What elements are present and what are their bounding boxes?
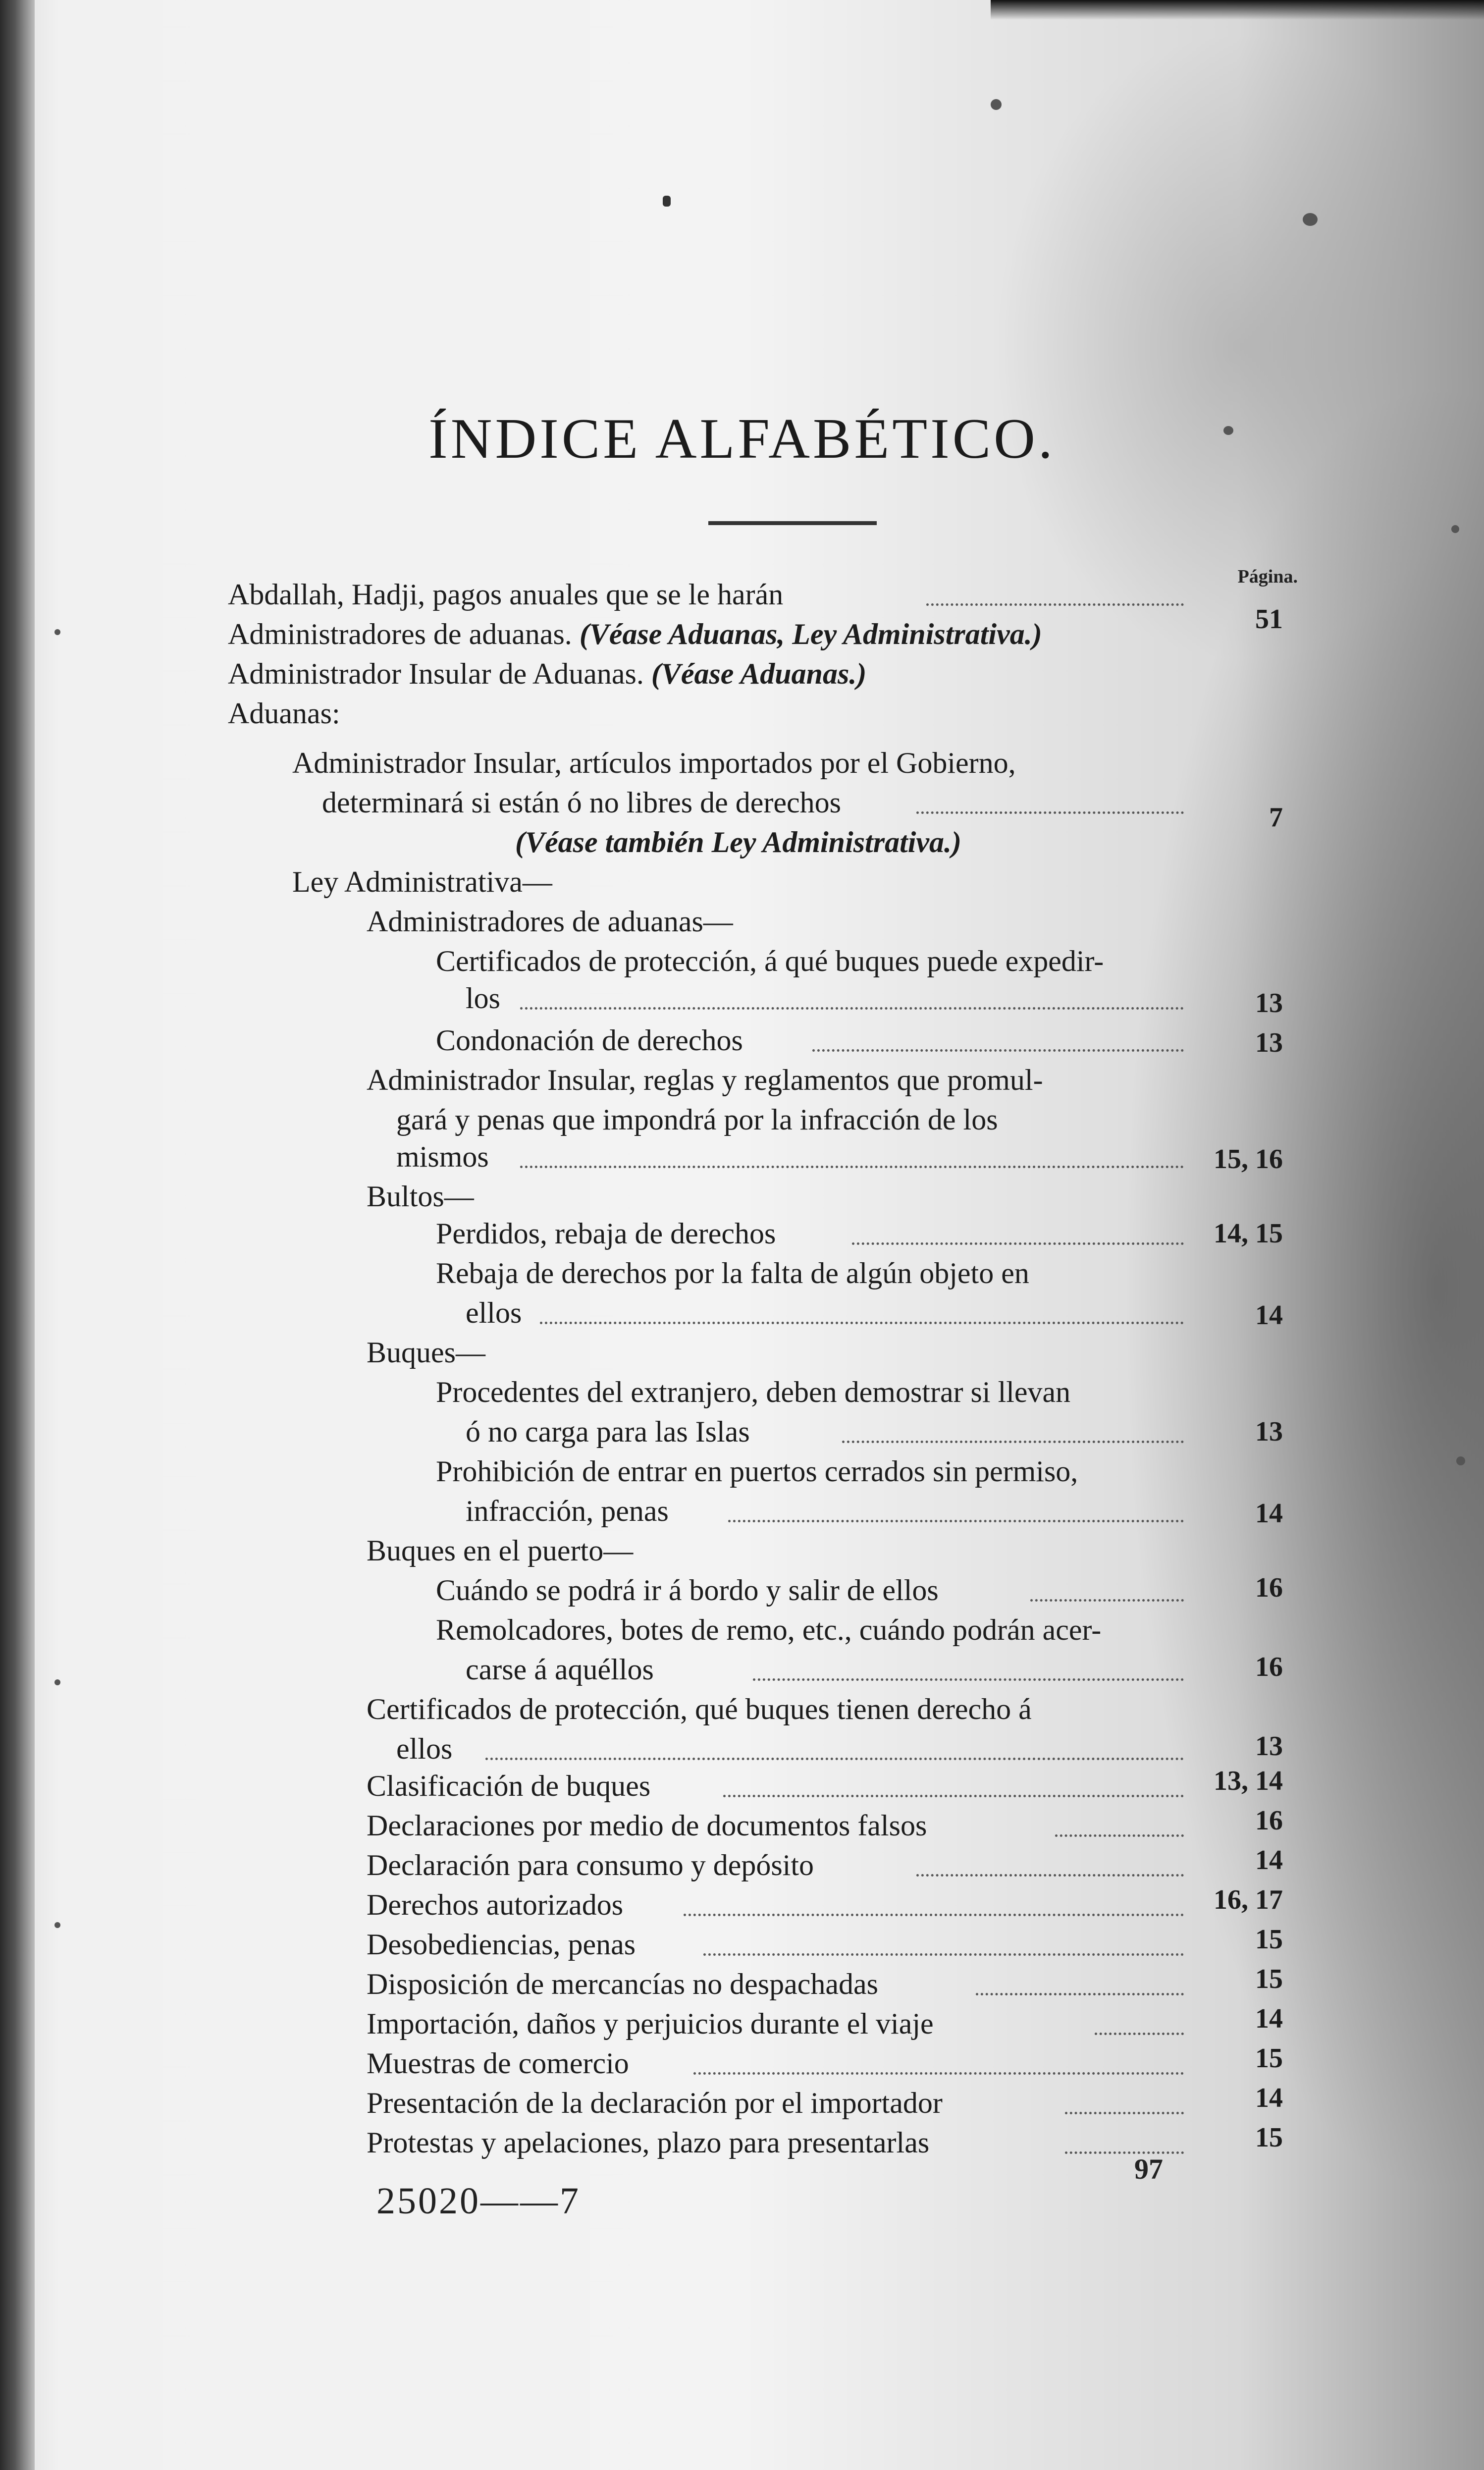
index-entry — [0, 1412, 1484, 1451]
entry-page: 14 — [1255, 1498, 1283, 1529]
index-entry — [0, 1610, 1484, 1650]
entry-text: Remolcadores, botes de remo, etc., cuándo podrán acer- — [436, 1613, 1102, 1646]
dot-leader — [812, 1049, 1184, 1052]
entry-page: 14 — [1255, 1300, 1283, 1331]
index-entry — [0, 694, 1484, 733]
index-entry — [0, 1214, 1484, 1253]
dot-leader — [916, 811, 1184, 814]
entry-text: infracción, penas — [466, 1495, 669, 1527]
entry-text: Aduanas: — [228, 697, 340, 730]
dot-leader — [684, 1914, 1184, 1916]
dot-leader — [916, 1874, 1184, 1877]
entry-text: Certificados de protección, qué buques tienen derecho á — [367, 1693, 1032, 1725]
dot-leader — [842, 1441, 1184, 1443]
entry-page: 13 — [1255, 1731, 1283, 1762]
entry-page: 13, 14 — [1214, 1766, 1283, 1796]
page-number: 97 — [1134, 2153, 1163, 2185]
dot-leader — [728, 1520, 1184, 1522]
entry-text: Administrador Insular, reglas y reglamentos que promul- — [367, 1064, 1043, 1096]
entry-page: 14 — [1255, 2003, 1283, 2034]
entry-text: Ley Administrativa— — [292, 865, 552, 898]
scan-speck — [991, 99, 1002, 110]
entry-text: ellos — [396, 1732, 453, 1765]
page-column-header: Página. — [1237, 566, 1298, 587]
index-entry — [0, 1060, 1484, 1100]
index-entry — [0, 1333, 1484, 1372]
entry-text: Buques en el puerto— — [367, 1534, 634, 1567]
index-title: ÍNDICE ALFABÉTICO. — [428, 407, 1056, 471]
entry-page: 16 — [1255, 1652, 1283, 1682]
index-entry — [0, 1293, 1484, 1333]
entry-text: carse á aquéllos — [466, 1653, 654, 1686]
printer-signature-mark: 25020——7 — [376, 2180, 581, 2222]
entry-text: ó no carga para las Islas — [466, 1415, 750, 1448]
entry-page: 15 — [1255, 1924, 1283, 1955]
index-entry — [0, 1925, 1484, 1964]
entry-page: 16, 17 — [1214, 1884, 1283, 1915]
entry-text: Condonación de derechos — [436, 1024, 743, 1057]
entry-page: 15 — [1255, 1964, 1283, 1994]
entry-text: Certificados de protección, á qué buques puede expedir- — [436, 945, 1104, 977]
scan-speck — [1223, 426, 1233, 435]
index-entry — [0, 654, 1484, 694]
index-entry — [0, 1137, 1484, 1177]
dot-leader — [976, 1993, 1184, 1995]
index-entry — [0, 614, 1484, 654]
cross-reference: (Véase Aduanas, Ley Administrativa.) — [579, 618, 1042, 650]
index-entry — [0, 1689, 1484, 1729]
entry-text: Declaraciones por medio de documentos falsos — [367, 1809, 927, 1842]
index-entry — [0, 941, 1484, 981]
entry-text: determinará si están ó no libres de derechos — [322, 786, 841, 819]
index-entry — [0, 2043, 1484, 2083]
index-entry — [0, 862, 1484, 902]
title-rule — [708, 521, 877, 525]
dot-leader — [540, 1322, 1184, 1324]
index-entry — [0, 1177, 1484, 1216]
entry-text: Protestas y apelaciones, plazo para presentarlas — [367, 2126, 930, 2159]
entry-text: Clasificación de buques — [367, 1770, 651, 1802]
index-entry — [0, 743, 1484, 783]
entry-text: Rebaja de derechos por la falta de algún objeto en — [436, 1257, 1029, 1289]
index-entry — [0, 2083, 1484, 2123]
entry-text: Disposición de mercancías no despachadas — [367, 1968, 878, 2000]
entry-text: Administrador Insular de Aduanas. (Véase Aduanas.) — [228, 657, 867, 690]
entry-text: Perdidos, rebaja de derechos — [436, 1217, 776, 1250]
index-entry — [0, 1885, 1484, 1925]
entry-page: 15, 16 — [1214, 1144, 1283, 1175]
entry-text: gará y penas que impondrá por la infracción de los — [396, 1103, 998, 1136]
entry-text: Declaración para consumo y depósito — [367, 1849, 814, 1881]
entry-text: Derechos autorizados — [367, 1888, 624, 1921]
entry-text: los — [466, 982, 501, 1015]
index-entry — [0, 1806, 1484, 1845]
scan-speck — [54, 629, 60, 635]
entry-page: 7 — [1269, 802, 1283, 833]
dot-leader — [485, 1758, 1184, 1760]
index-entry — [0, 822, 1484, 862]
scan-speck — [54, 1679, 60, 1685]
index-entry — [0, 1020, 1484, 1060]
dot-leader — [1095, 2033, 1184, 2035]
entry-text: Cuándo se podrá ir á bordo y salir de ellos — [436, 1574, 939, 1607]
entry-page: 51 — [1255, 604, 1283, 635]
entry-text: Muestras de comercio — [367, 2047, 629, 2080]
entry-text: Bultos— — [367, 1180, 474, 1213]
index-entry — [0, 783, 1484, 833]
index-entry — [0, 1100, 1484, 1139]
index-entry — [0, 1845, 1484, 1885]
entry-page: 15 — [1255, 2043, 1283, 2074]
index-entry — [0, 1964, 1484, 2004]
dot-leader — [1055, 1834, 1184, 1837]
ink-mark — [663, 196, 671, 207]
dot-leader — [1065, 2151, 1184, 2154]
index-entry — [0, 1253, 1484, 1293]
entry-text: Importación, daños y perjuicios durante el viaje — [367, 2007, 934, 2040]
dot-leader — [753, 1678, 1184, 1681]
entry-page: 15 — [1255, 2122, 1283, 2153]
entry-page: 13 — [1255, 988, 1283, 1019]
entry-text: Procedentes del extranjero, deben demostrar si llevan — [436, 1376, 1071, 1408]
dot-leader — [852, 1242, 1184, 1245]
index-entry — [0, 1650, 1484, 1689]
entry-text: Buques— — [367, 1336, 485, 1369]
index-entry — [0, 2004, 1484, 2043]
entry-page: 14 — [1255, 2083, 1283, 2113]
index-entry — [0, 1491, 1484, 1531]
index-entry — [0, 2123, 1484, 2162]
entry-page: 16 — [1255, 1805, 1283, 1836]
dot-leader — [520, 1166, 1184, 1168]
index-entry — [0, 1531, 1484, 1570]
dot-leader — [703, 1953, 1184, 1956]
entry-page: 13 — [1255, 1027, 1283, 1058]
dot-leader — [926, 603, 1184, 606]
cross-reference: (Véase Aduanas.) — [651, 657, 867, 690]
index-entry — [0, 1372, 1484, 1412]
entry-text: Administradores de aduanas. (Véase Aduanas, Ley Administrativa.) — [228, 618, 1042, 650]
index-entry — [0, 1766, 1484, 1806]
scan-speck — [1456, 1456, 1465, 1465]
dot-leader — [520, 1007, 1184, 1010]
entry-page: 13 — [1255, 1416, 1283, 1447]
entry-page: 14 — [1255, 1845, 1283, 1876]
page-top-shadow — [991, 0, 1484, 20]
index-entry — [0, 1451, 1484, 1491]
entry-text: Abdallah, Hadji, pagos anuales que se le harán — [228, 578, 784, 611]
dot-leader — [723, 1795, 1184, 1797]
entry-text: Prohibición de entrar en puertos cerrados sin permiso, — [436, 1455, 1078, 1488]
entry-page: 14, 15 — [1214, 1218, 1283, 1249]
cross-reference: (Véase también Ley Administrativa.) — [515, 826, 962, 859]
dot-leader — [693, 2072, 1184, 2075]
dot-leader — [1065, 2112, 1184, 2114]
entry-page: 16 — [1255, 1572, 1283, 1603]
entry-text: Desobediencias, penas — [367, 1928, 636, 1961]
scan-speck — [1451, 525, 1459, 533]
entry-text: ellos — [466, 1296, 522, 1329]
index-entry — [0, 902, 1484, 941]
dot-leader — [1030, 1599, 1184, 1602]
entry-text: Administradores de aduanas— — [367, 905, 733, 938]
index-entry — [0, 978, 1484, 1018]
scan-speck — [1303, 213, 1318, 226]
scan-speck — [54, 1922, 60, 1928]
entry-text: mismos — [396, 1140, 489, 1173]
entry-text: Presentación de la declaración por el importador — [367, 2087, 943, 2119]
index-entry — [0, 1570, 1484, 1610]
entry-text: Administrador Insular, artículos importados por el Gobierno, — [292, 747, 1016, 779]
